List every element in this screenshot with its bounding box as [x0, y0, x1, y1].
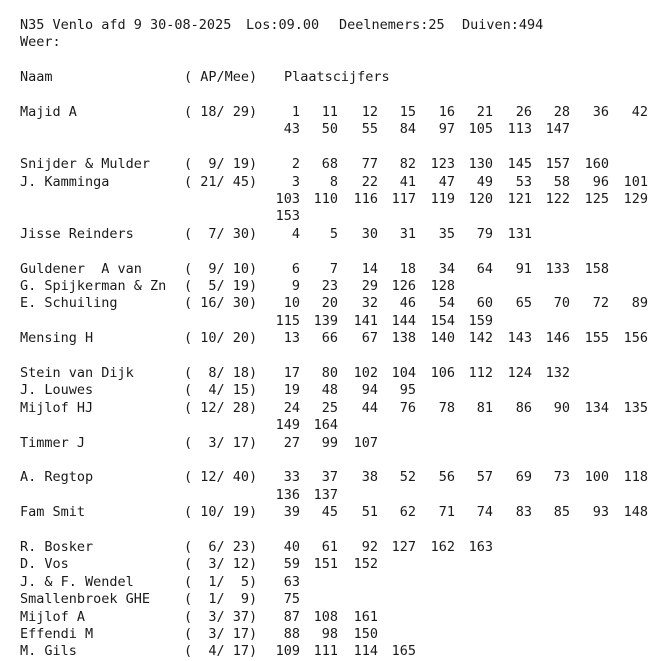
place-number: 70 — [553, 295, 570, 312]
place-number: 105 — [468, 121, 493, 138]
place-number: 69 — [515, 469, 532, 486]
ap-mee-value: ( 1/ 5) — [184, 573, 258, 590]
fancier-name: J. Kamminga — [20, 173, 110, 190]
place-number: 2 — [291, 156, 300, 173]
result-row — [0, 261, 670, 278]
place-number: 15 — [399, 104, 416, 120]
place-number: 80 — [321, 365, 338, 381]
place-number: 49 — [476, 173, 493, 190]
place-number: 55 — [361, 121, 378, 138]
ap-mee-value: ( 9/ 10) — [184, 260, 258, 277]
place-number: 145 — [507, 156, 532, 173]
ap-mee-value: ( 1/ 9) — [184, 591, 258, 608]
place-number: 134 — [584, 399, 609, 416]
place-number: 109 — [275, 643, 300, 660]
place-number: 3 — [291, 173, 300, 190]
place-number: 106 — [430, 365, 455, 381]
ap-mee-value: ( 10/ 19) — [184, 504, 258, 521]
place-number: 155 — [584, 330, 609, 347]
fancier-name: A. Regtop — [20, 469, 94, 486]
place-number: 71 — [438, 504, 455, 521]
place-number: 88 — [283, 626, 300, 642]
place-number: 153 — [275, 208, 300, 225]
place-number: 68 — [321, 156, 338, 173]
result-row — [0, 400, 670, 417]
place-number: 8 — [329, 173, 338, 190]
ap-mee-value: ( 6/ 23) — [184, 539, 258, 555]
place-number: 21 — [476, 104, 493, 120]
fancier-name: Timmer J — [20, 434, 86, 451]
result-row — [0, 539, 670, 556]
place-number: 41 — [399, 173, 416, 190]
place-number: 136 — [275, 486, 300, 503]
place-number: 23 — [321, 278, 338, 294]
place-number: 81 — [476, 399, 493, 416]
place-number: 10 — [283, 295, 300, 312]
place-number: 115 — [275, 312, 300, 329]
fancier-name: J. & F. Wendel — [20, 573, 134, 590]
fancier-name: Effendi M — [20, 626, 94, 642]
place-number: 160 — [584, 156, 609, 173]
place-number: 124 — [507, 365, 532, 381]
place-number: 108 — [313, 608, 338, 625]
place-number: 159 — [468, 312, 493, 329]
place-number: 101 — [623, 173, 648, 190]
result-row — [0, 556, 670, 573]
ap-mee-value: ( 7/ 30) — [184, 225, 258, 242]
place-number: 46 — [399, 295, 416, 312]
place-number: 6 — [291, 260, 300, 277]
place-number: 143 — [507, 330, 532, 347]
place-number: 36 — [592, 104, 609, 120]
header-line — [0, 17, 544, 34]
col-ap-mee: ( AP/Mee) — [184, 69, 258, 86]
place-number: 89 — [631, 295, 648, 312]
col-plaatscijfers: Plaatscijfers — [284, 69, 390, 86]
place-number: 39 — [283, 504, 300, 521]
result-row-continuation — [0, 487, 670, 504]
place-number: 139 — [313, 312, 338, 329]
fancier-name: Smallenbroek GHE — [20, 591, 151, 608]
place-number: 117 — [391, 191, 416, 207]
place-number: 9 — [291, 278, 300, 294]
place-number: 26 — [515, 104, 532, 120]
place-number: 112 — [468, 365, 493, 381]
place-number: 161 — [353, 608, 378, 625]
fancier-name: E. Schuiling — [20, 295, 118, 312]
place-number: 78 — [438, 399, 455, 416]
weather-label: Weer: — [20, 34, 61, 51]
place-number: 82 — [399, 156, 416, 173]
place-number: 146 — [545, 330, 570, 347]
place-number: 129 — [623, 191, 648, 207]
result-row — [0, 382, 670, 399]
place-number: 100 — [584, 469, 609, 486]
place-number: 65 — [515, 295, 532, 312]
place-number: 156 — [623, 330, 648, 347]
place-number: 135 — [623, 399, 648, 416]
column-header — [0, 69, 390, 86]
place-number: 163 — [468, 539, 493, 555]
place-number: 83 — [515, 504, 532, 521]
place-number: 50 — [321, 121, 338, 138]
fancier-name: Majid A — [20, 104, 77, 120]
place-number: 76 — [399, 399, 416, 416]
ap-mee-value: ( 12/ 28) — [184, 399, 258, 416]
place-number: 103 — [275, 191, 300, 207]
place-number: 40 — [283, 539, 300, 555]
fancier-name: M. Gils — [20, 643, 77, 660]
place-number: 152 — [353, 556, 378, 573]
ap-mee-value: ( 4/ 17) — [184, 643, 258, 660]
col-naam: Naam — [20, 69, 53, 86]
place-number: 31 — [399, 225, 416, 242]
place-number: 57 — [476, 469, 493, 486]
place-number: 110 — [313, 191, 338, 207]
place-number: 98 — [321, 626, 338, 642]
result-row — [0, 104, 670, 121]
place-number: 45 — [321, 504, 338, 521]
place-number: 20 — [321, 295, 338, 312]
place-number: 96 — [592, 173, 609, 190]
ap-mee-value: ( 9/ 19) — [184, 156, 258, 173]
result-row-continuation — [0, 121, 670, 138]
ap-mee-value: ( 21/ 45) — [184, 173, 258, 190]
weather-line — [0, 34, 61, 51]
place-number: 165 — [391, 643, 416, 660]
result-row — [0, 609, 670, 626]
fancier-name: R. Bosker — [20, 539, 94, 555]
place-number: 144 — [391, 312, 416, 329]
fancier-name: Mensing H — [20, 330, 94, 347]
place-number: 95 — [399, 382, 416, 399]
result-row — [0, 278, 670, 295]
place-number: 30 — [361, 225, 378, 242]
result-row — [0, 435, 670, 452]
place-number: 12 — [361, 104, 378, 120]
result-row — [0, 226, 670, 243]
ap-mee-value: ( 8/ 18) — [184, 365, 258, 381]
ap-mee-value: ( 16/ 30) — [184, 295, 258, 312]
place-number: 116 — [353, 191, 378, 207]
result-row — [0, 643, 670, 660]
pigeon-count: Duiven:494 — [462, 17, 544, 33]
place-number: 102 — [353, 365, 378, 381]
place-number: 114 — [353, 643, 378, 660]
place-number: 35 — [438, 225, 455, 242]
place-number: 150 — [353, 626, 378, 642]
place-number: 74 — [476, 504, 493, 521]
place-number: 132 — [545, 365, 570, 381]
fancier-name: Guldener A van — [20, 260, 142, 277]
place-number: 59 — [283, 556, 300, 573]
place-number: 148 — [623, 504, 648, 521]
place-number: 14 — [361, 260, 378, 277]
ap-mee-value: ( 4/ 15) — [184, 382, 258, 399]
result-row — [0, 626, 670, 643]
result-row — [0, 574, 670, 591]
place-number: 99 — [321, 434, 338, 451]
place-number: 17 — [283, 365, 300, 381]
place-number: 97 — [438, 121, 455, 138]
place-number: 66 — [321, 330, 338, 347]
fancier-name: Mijlof A — [20, 608, 86, 625]
fancier-name: Mijlof HJ — [20, 399, 94, 416]
place-number: 28 — [553, 104, 570, 120]
place-number: 85 — [553, 504, 570, 521]
ap-mee-value: ( 12/ 40) — [184, 469, 258, 486]
place-number: 47 — [438, 173, 455, 190]
place-number: 84 — [399, 121, 416, 138]
place-number: 122 — [545, 191, 570, 207]
place-number: 126 — [391, 278, 416, 294]
place-number: 151 — [313, 556, 338, 573]
place-number: 104 — [391, 365, 416, 381]
place-number: 138 — [391, 330, 416, 347]
place-number: 157 — [545, 156, 570, 173]
place-number: 120 — [468, 191, 493, 207]
place-number: 43 — [283, 121, 300, 138]
place-number: 34 — [438, 260, 455, 277]
place-number: 18 — [399, 260, 416, 277]
place-number: 44 — [361, 399, 378, 416]
place-number: 29 — [361, 278, 378, 294]
result-row — [0, 469, 670, 486]
result-row — [0, 504, 670, 521]
fancier-name: Snijder & Mulder — [20, 156, 151, 173]
place-number: 53 — [515, 173, 532, 190]
place-number: 131 — [507, 225, 532, 242]
place-number: 11 — [321, 104, 338, 120]
fancier-name: Jisse Reinders — [20, 225, 134, 242]
place-number: 118 — [623, 469, 648, 486]
place-number: 149 — [275, 417, 300, 434]
place-number: 93 — [592, 504, 609, 521]
place-number: 33 — [283, 469, 300, 486]
place-number: 77 — [361, 156, 378, 173]
fancier-name: G. Spijkerman & Zn — [20, 278, 167, 294]
place-number: 154 — [430, 312, 455, 329]
place-number: 123 — [430, 156, 455, 173]
place-number: 107 — [353, 434, 378, 451]
place-number: 128 — [430, 278, 455, 294]
place-number: 63 — [283, 573, 300, 590]
place-number: 130 — [468, 156, 493, 173]
place-number: 24 — [283, 399, 300, 416]
ap-mee-value: ( 3/ 37) — [184, 608, 258, 625]
ap-mee-value: ( 3/ 17) — [184, 434, 258, 451]
place-number: 140 — [430, 330, 455, 347]
place-number: 5 — [329, 225, 338, 242]
place-number: 133 — [545, 260, 570, 277]
place-number: 61 — [321, 539, 338, 555]
result-row-continuation — [0, 208, 670, 225]
result-row — [0, 174, 670, 191]
place-number: 48 — [321, 382, 338, 399]
place-number: 91 — [515, 260, 532, 277]
place-number: 27 — [283, 434, 300, 451]
participant-count: Deelnemers:25 — [339, 17, 445, 33]
place-number: 38 — [361, 469, 378, 486]
place-number: 72 — [592, 295, 609, 312]
place-number: 22 — [361, 173, 378, 190]
place-number: 54 — [438, 295, 455, 312]
place-number: 51 — [361, 504, 378, 521]
place-number: 19 — [283, 382, 300, 399]
place-number: 42 — [631, 104, 648, 120]
ap-mee-value: ( 3/ 12) — [184, 556, 258, 573]
place-number: 127 — [391, 539, 416, 555]
fancier-name: Stein van Dijk — [20, 365, 134, 381]
place-number: 141 — [353, 312, 378, 329]
place-number: 13 — [283, 330, 300, 347]
place-number: 64 — [476, 260, 493, 277]
place-number: 73 — [553, 469, 570, 486]
result-row — [0, 591, 670, 608]
place-number: 142 — [468, 330, 493, 347]
fancier-name: Fam Smit — [20, 504, 86, 521]
place-number: 158 — [584, 260, 609, 277]
place-number: 56 — [438, 469, 455, 486]
place-number: 125 — [584, 191, 609, 207]
place-number: 137 — [313, 486, 338, 503]
ap-mee-value: ( 18/ 29) — [184, 104, 258, 120]
result-row — [0, 295, 670, 312]
ap-mee-value: ( 10/ 20) — [184, 330, 258, 347]
fancier-name: J. Louwes — [20, 382, 94, 399]
ap-mee-value: ( 3/ 17) — [184, 626, 258, 642]
result-row-continuation — [0, 313, 670, 330]
result-row-continuation — [0, 191, 670, 208]
fancier-name: D. Vos — [20, 556, 69, 573]
place-number: 113 — [507, 121, 532, 138]
result-row — [0, 156, 670, 173]
place-number: 121 — [507, 191, 532, 207]
place-number: 147 — [545, 121, 570, 138]
result-row — [0, 330, 670, 347]
place-number: 67 — [361, 330, 378, 347]
result-row-continuation — [0, 417, 670, 434]
place-number: 86 — [515, 399, 532, 416]
place-number: 4 — [291, 225, 300, 242]
place-number: 87 — [283, 608, 300, 625]
place-number: 164 — [313, 417, 338, 434]
place-number: 75 — [283, 591, 300, 608]
place-number: 52 — [399, 469, 416, 486]
place-number: 162 — [430, 539, 455, 555]
release-time: Los:09.00 — [246, 17, 320, 33]
place-number: 1 — [291, 104, 300, 120]
place-number: 32 — [361, 295, 378, 312]
place-number: 60 — [476, 295, 493, 312]
place-number: 16 — [438, 104, 455, 120]
race-title: N35 Venlo afd 9 30-08-2025 — [20, 17, 232, 33]
place-number: 92 — [361, 539, 378, 555]
place-number: 25 — [321, 399, 338, 416]
place-number: 111 — [313, 643, 338, 660]
result-row — [0, 365, 670, 382]
place-number: 37 — [321, 469, 338, 486]
place-number: 90 — [553, 399, 570, 416]
ap-mee-value: ( 5/ 19) — [184, 278, 258, 294]
place-number: 62 — [399, 504, 416, 521]
place-number: 79 — [476, 225, 493, 242]
place-number: 119 — [430, 191, 455, 207]
place-number: 58 — [553, 173, 570, 190]
place-number: 7 — [329, 260, 338, 277]
place-number: 94 — [361, 382, 378, 399]
